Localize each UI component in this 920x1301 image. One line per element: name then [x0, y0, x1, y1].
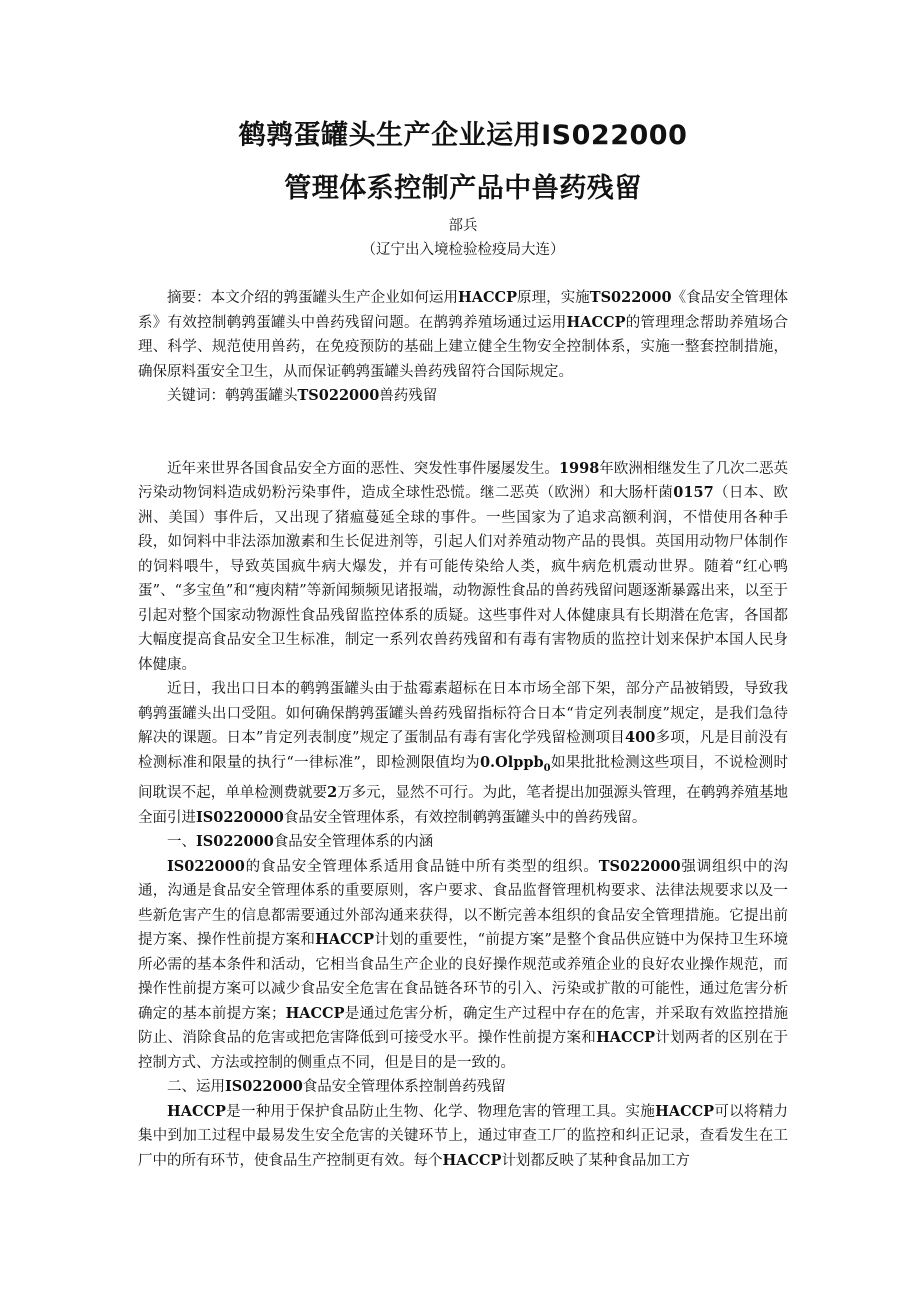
term: IS0220000 — [196, 808, 284, 826]
keywords — [138, 384, 788, 409]
term: HACCP — [596, 1029, 656, 1047]
text: 如果批批检测这些项目，不说检测时间耽误不起，单单检测费就要 — [138, 754, 789, 802]
abstract-text: 《食品安全管理体系》有效控制鹌鹑蛋罐头中兽药残留问题。在鹊鹑养殖场通过运用 — [138, 290, 789, 331]
body-paragraph-3 — [138, 855, 788, 1076]
text: 的食品安全管理体系适用食品链中所有类型的组织。 — [244, 858, 599, 875]
term: IS022000 — [196, 833, 274, 851]
abstract-text: 本文介绍的鹑蛋罐头生产企业如何运用 — [210, 290, 459, 307]
term: HACCP — [285, 1004, 345, 1022]
body-paragraph-4 — [138, 1100, 788, 1174]
abstract-text: 的管理理念帮助养殖场合理、科学、规范使用兽药，在免疫预防的基础上建立健全生物安全控制体系，实施一整套控制措施，确保原料蛋安全卫生，从而保证鹌鹑蛋罐头兽药残留符合国际规定。 — [138, 314, 789, 380]
keywords-label: 关键词： — [167, 388, 225, 405]
text: 可以将精力集中到加工过程中最易发生安全危害的关键环节上，通过审查工厂的监控和纠正记录，查看发生在工厂中的所有环节，使食品生产控制更有效。每个 — [138, 1103, 789, 1169]
title-line-2: 管理体系控制产品中兽药残留 — [284, 173, 642, 205]
term: HACCP — [655, 1102, 715, 1120]
body-paragraph-2 — [138, 677, 788, 830]
body-paragraph-1 — [138, 457, 788, 678]
text: （日本、欧洲、美国）事件后，又出现了猪瘟蔓延全球的事件。一些国家为了追求高额利润，不惜使用各种手段，如饲料中非法添加激素和生长促进剂等，引起人们对养殖动物产品的畏惧。英国用动物尸体制作的饲料喂牛，导致英国疯牛病大爆发，并有可能传染给人类，疯牛病危机震动世界。随着“红心鸭蛋”、“多宝鱼”和“瘦肉精”等新闻频频见诸报端，动物源性食品的兽药残留问题逐渐暴露出来，以至于引起对整个国家动物源性食品残留监控体系的质疑。这些事件对人体健康具有长期潜在危害，各国都大幅度提高食品安全卫生标准，制定一系列农兽药残留和有毒有害物质的监控计划来保护本国人民身体健康。 — [138, 485, 789, 673]
text: 食品安全管理体系的内涵 — [273, 834, 434, 851]
keyword: TS022000 — [297, 387, 380, 405]
number: 0157 — [673, 484, 714, 502]
term: IS022000 — [167, 857, 245, 875]
affiliation: （辽宁出入境检验检疫局大连） — [361, 242, 565, 259]
section-heading-1 — [138, 830, 788, 855]
keyword: 兽药残留 — [379, 388, 438, 405]
term: IS022000 — [225, 1078, 303, 1096]
term: HACCP — [442, 1151, 502, 1169]
text: 强调组织中的沟通，沟通是食品安全管理体系的重要原则，客户要求、食品监督管理机构要求、法律法规要求以及一些新危害产生的信息都需要通过外部沟通来获得，以不断完善本组织的食品安全管理措施。它提出前提方案、操作性前提方案和 — [138, 858, 789, 949]
abstract-text: 原理，实施 — [516, 290, 590, 307]
number: 1998 — [558, 459, 600, 477]
text: 是一种用于保护食品防止生物、化学、物理危害的管理工具。实施 — [225, 1103, 656, 1120]
text: 多项，凡是目前没有检测标准和限量的执行“一律标准”，即检测限值均为 — [138, 730, 789, 771]
abstract-term: TS022000 — [589, 289, 672, 307]
term: HACCP — [315, 931, 375, 949]
number: 2 — [327, 784, 338, 802]
section-heading-2 — [138, 1075, 788, 1100]
abstract-label: 摘要： — [167, 290, 211, 307]
text: 一、 — [167, 834, 196, 851]
term: TS022000 — [598, 857, 681, 875]
text: 近日，我出口日本的鹌鹑蛋罐头由于盐霉素超标在日本市场全部下架，部分产品被销毁，导致我鹌鹑蛋罐头出口受阻。如何确保鹊鹑蛋罐头兽药残留指标符合日本“肯定列表制度”规定，是我们急待解决的课题。日本”肯定列表制度”规定了蛋制品有毒有害化学残留检测项目 — [138, 681, 788, 747]
term: HACCP — [167, 1102, 226, 1120]
spacer — [138, 409, 788, 457]
title-line-1: 鹤鹑蛋罐头生产企业运用IS022000 — [238, 120, 688, 151]
abstract-term: HACCP — [458, 289, 517, 307]
text: 计划都反映了某种食品加工方 — [501, 1152, 690, 1169]
number: 400 — [625, 729, 656, 747]
subscript: 0 — [543, 762, 551, 774]
text: 万多元，显然不可行。为此，笔者提出加强源头管理，在鹌鹑养殖基地全面引进 — [138, 785, 788, 826]
author: 部兵 — [448, 218, 478, 235]
keyword: 鹌鹑蛋罐头 — [225, 388, 298, 405]
abstract-term: HACCP — [566, 313, 626, 331]
text: 计划的重要性，“前提方案”是整个食品供应链中为保持卫生环境所必需的基本条件和活动，它相当食品生产企业的良好操作规范或养殖企业的良好农业操作规范，而操作性前提方案可以减少食品安全危害在食品链各环节的引入、污染或扩散的可能性，通过危害分析确定的基本前提方案； — [138, 932, 788, 1022]
text: 食品安全管理体系，有效控制鹌鹑蛋罐头中的兽药残留。 — [283, 809, 647, 826]
text: 食品安全管理体系控制兽药残留 — [302, 1079, 506, 1096]
text: 二、运用 — [167, 1079, 225, 1096]
text: 年欧洲相继发生了几次二恶英污染动物饲料造成奶粉污染事件，造成全球性恐慌。继二恶英（欧洲）和大肠杆菌 — [138, 460, 789, 502]
text: 近年来世界各国食品安全方面的恶性、突发性事件屡屡发生。 — [167, 460, 559, 477]
text: 计划两者的区别在于控制方式、方法或控制的侧重点不同，但是目的是一致的。 — [138, 1030, 789, 1071]
number: 0.Olppb — [479, 753, 544, 771]
text: 是通过危害分析，确定生产过程中存在的危害，并采取有效监控措施防止、消除食品的危害或把危害降低到可接受水平。操作性前提方案和 — [138, 1005, 789, 1047]
abstract — [138, 286, 788, 384]
